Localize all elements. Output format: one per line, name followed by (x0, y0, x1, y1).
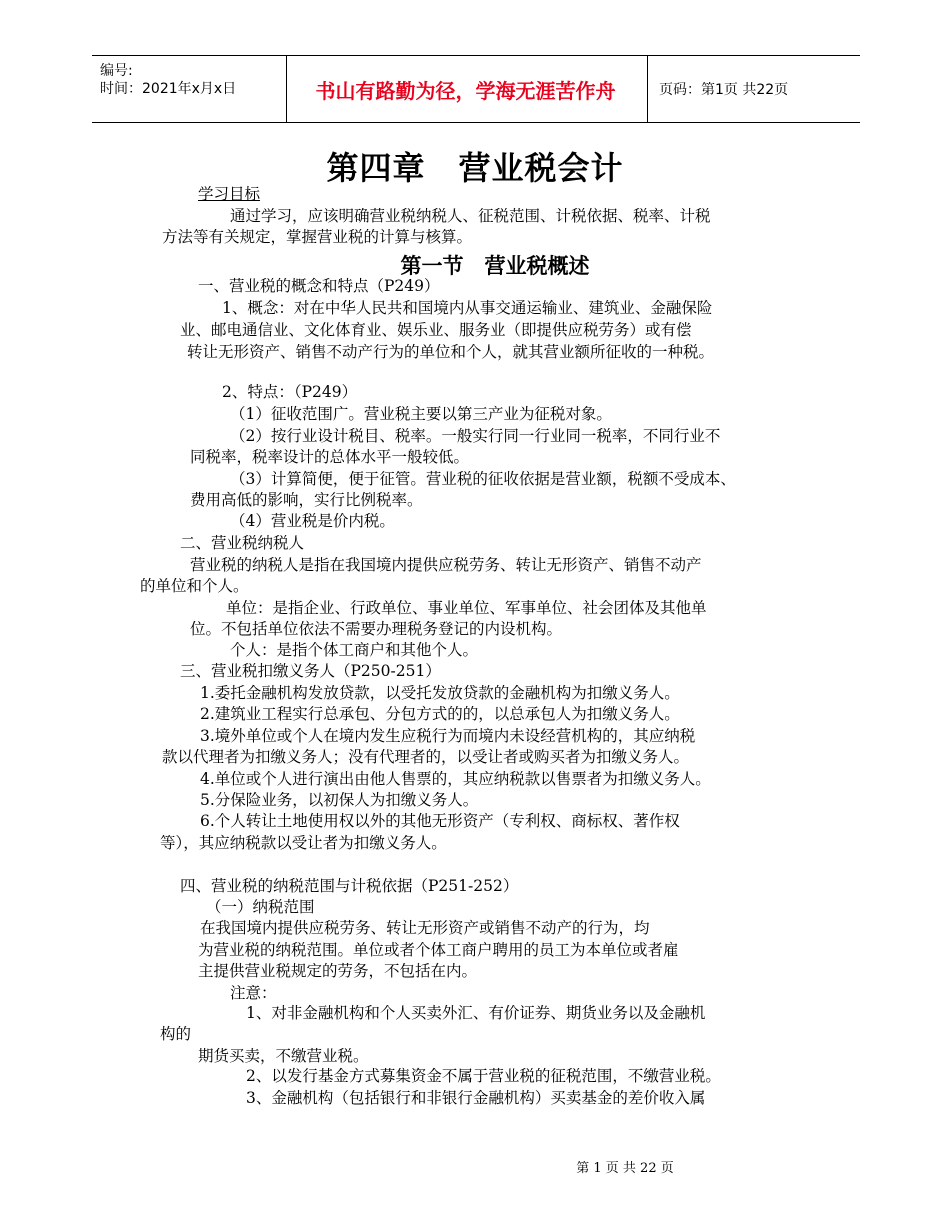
paragraph-line: 主提供营业税规定的劳务，不包括在内。 (198, 962, 478, 980)
paragraph-line: 1、对非金融机构和个人买卖外汇、有价证券、期货业务以及金融机 (246, 1004, 706, 1022)
number-label: 编号: (100, 63, 133, 79)
paragraph-line: 5.分保险业务，以初保人为扣缴义务人。 (200, 791, 479, 809)
time-label: 时间：2021年x月x日 (100, 81, 237, 97)
paragraph-line: 2、以发行基金方式募集资金不属于营业税的征税范围，不缴营业税。 (246, 1067, 721, 1085)
paragraph-line: 在我国境内提供应税劳务、转让无形资产或销售不动产的行为，均 (200, 919, 650, 937)
heading-line: 四、营业税的纳税范围与计税依据（P251-252） (180, 877, 519, 895)
paragraph-line: 同税率，税率设计的总体水平一般较低。 (190, 448, 470, 466)
header-table (92, 55, 860, 123)
paragraph-line: 业、邮电通信业、文化体育业、娱乐业、服务业（即提供应税劳务）或有偿 (180, 321, 692, 339)
header-meta (100, 62, 236, 98)
paragraph-line: 营业税的纳税人是指在我国境内提供应税劳务、转让无形资产、销售不动产 (190, 556, 702, 574)
paragraph-line: 款以代理者为扣缴义务人；没有代理者的，以受让者或购买者为扣缴义务人。 (162, 748, 690, 766)
heading-line: 一、营业税的概念和特点（P249） (198, 277, 440, 295)
paragraph-line: 4.单位或个人进行演出由他人售票的，其应纳税款以售票者为扣缴义务人。 (200, 770, 711, 788)
paragraph-line: 注意： (230, 984, 277, 1002)
paragraph-line: （4）营业税是价内税。 (230, 512, 395, 530)
paragraph-line: 3.境外单位或个人在境内发生应税行为而境内未设经营机构的，其应纳税 (200, 727, 696, 745)
paragraph-line: 期货买卖，不缴营业税。 (198, 1047, 369, 1065)
paragraph-line: 2.建筑业工程实行总承包、分包方式的的，以总承包人为扣缴义务人。 (200, 705, 680, 723)
chapter-title: 第四章 营业税会计 (326, 149, 624, 187)
paragraph-line: 1、概念：对在中华人民共和国境内从事交通运输业、建筑业、金融保险 (222, 299, 713, 317)
paragraph-line: 转让无形资产、销售不动产行为的单位和个人，就其营业额所征收的一种税。 (187, 343, 715, 361)
paragraph-line: （3）计算简便，便于征管。营业税的征收依据是营业额，税额不受成本、 (230, 470, 736, 488)
header-page-info: 页码：第1页 共22页 (659, 82, 789, 98)
heading-line: 二、营业税纳税人 (180, 534, 305, 552)
heading-line: （一）纳税范围 (206, 898, 315, 916)
paragraph-line: （1）征收范围广。营业税主要以第三产业为征税对象。 (230, 405, 612, 423)
paragraph-line: 3、金融机构（包括银行和非银行金融机构）买卖基金的差价收入属 (246, 1089, 706, 1107)
page-footer: 第 1 页 共 22 页 (576, 1161, 674, 1176)
paragraph-line: 位。不包括单位依法不需要办理税务登记的内设机构。 (190, 620, 563, 638)
header-divider (647, 56, 648, 122)
paragraph-line: 6.个人转让土地使用权以外的其他无形资产（专利权、商标权、著作权 (200, 812, 680, 830)
paragraph-line: 个人：是指个体工商户和其他个人。 (230, 641, 479, 659)
learning-goal-heading: 学习目标 (198, 185, 261, 203)
paragraph-line: 通过学习，应该明确营业税纳税人、征税范围、计税依据、税率、计税 (230, 207, 711, 225)
paragraph-line: （2）按行业设计税目、税率。一般实行同一行业同一税率，不同行业不 (230, 427, 721, 445)
paragraph-line: 1.委托金融机构发放贷款，以受托发放贷款的金融机构为扣缴义务人。 (200, 684, 680, 702)
heading-line: 三、营业税扣缴义务人（P250-251） (180, 662, 441, 680)
paragraph-line: 的单位和个人。 (140, 577, 249, 595)
header-motto: 书山有路勤为径，学海无涯苦作舟 (315, 78, 616, 103)
paragraph-line: 2、特点：（P249） (222, 383, 358, 401)
section-title: 第一节 营业税概述 (400, 254, 590, 278)
paragraph-line: 费用高低的影响，实行比例税率。 (190, 491, 423, 509)
paragraph-line: 单位：是指企业、行政单位、事业单位、军事单位、社会团体及其他单 (226, 599, 707, 617)
paragraph-line: 方法等有关规定，掌握营业税的计算与核算。 (162, 228, 473, 246)
paragraph-line: 构的 (160, 1025, 192, 1043)
paragraph-line: 为营业税的纳税范围。单位或者个体工商户聘用的员工为本单位或者雇 (198, 941, 679, 959)
paragraph-line: 等），其应纳税款以受让者为扣缴义务人。 (160, 834, 447, 852)
